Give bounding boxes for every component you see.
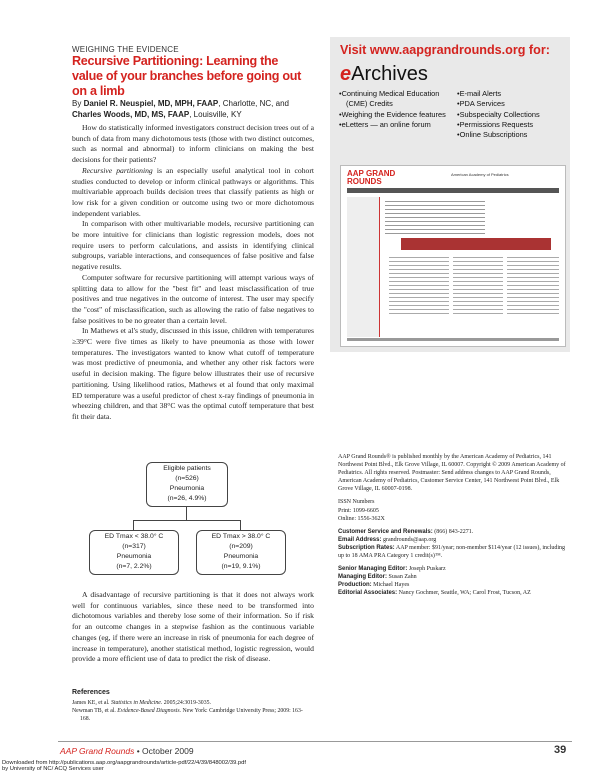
right-count: (n=209) — [229, 543, 253, 550]
page-number: 39 — [554, 744, 567, 756]
screenshot-banner — [401, 238, 551, 250]
screenshot-col3 — [507, 254, 559, 314]
issn-print: Print: 1099-6605 — [338, 507, 379, 514]
article-title: Recursive Partitioning: Learning the value of your branches before going out on a limb — [72, 54, 302, 98]
contact-block — [338, 528, 570, 560]
screenshot-brand: AAP GRAND ROUNDS — [347, 169, 396, 186]
publisher-notice: AAP Grand Rounds® is published monthly by the American Academy of Pediatrics, 141 Northwest Point Blvd., Elk Grove Village, IL 60007. Copyright © 2009 American Academy of Pediatrics. All rights reserved. Postmaster: Send address changes to AAP Grand Rounds, American Academy of Pediatrics, Customer Service Center, 141 Northwest Point Blvd., Elk Grove Village, IL 60007-0198. — [338, 454, 566, 493]
paragraph-2-term: Recursive partitioning — [82, 165, 153, 175]
tree-left-node — [89, 530, 179, 575]
logo-e: e — [340, 63, 352, 85]
download-user: by University of NC/ ACQ Services user — [2, 766, 104, 773]
download-url[interactable]: Downloaded from http://publications.aap.org/aapgrandrounds/article-pdf/22/4/39/848002/39.pdf — [2, 760, 246, 766]
references-list — [72, 699, 312, 724]
ad-feature-item: • Subspecialty Collections — [456, 110, 570, 120]
ad-feature-item: • Weighing the Evidence features — [338, 110, 446, 120]
reference-2 — [72, 707, 312, 723]
paragraph-2-text: is an especially useful analytical tool in cohort studies conducted to develop or inform clinical pathways or algorithms. This multivariable approach builds decision trees that classify patients as high or low risk for a given condition or outcome using two or more dichotomous independent variables. — [72, 165, 315, 218]
editorial-associates-label: Editorial Associates: — [338, 590, 398, 597]
managing-editor-label: Managing Editor: — [338, 574, 387, 581]
article-body-continued — [72, 590, 314, 665]
root-outcome-label: Pneumonia — [169, 485, 205, 492]
customer-service-value: (866) 843-2271. — [432, 528, 474, 535]
screenshot-col2 — [453, 254, 503, 314]
download-notice — [2, 760, 246, 773]
section-label: WEIGHING THE EVIDENCE — [72, 45, 179, 54]
ref1-journal: Statistics in Medicine. — [110, 700, 163, 706]
references-heading: References — [72, 689, 110, 696]
ref2-authors: Newman TB, et al. — [72, 708, 118, 715]
author-1: Daniel R. Neuspiel, MD, MPH, FAAP — [83, 99, 219, 108]
root-count: (n=526) — [175, 475, 199, 482]
ref2-citation: New York: Cambridge University Press; 2009: 163-168. — [80, 708, 303, 723]
left-outcome-count: (n=7, 2.2%) — [116, 563, 152, 570]
author-2-location: , Louisville, KY — [189, 110, 242, 119]
tree-right-node — [196, 530, 286, 575]
ad-headline[interactable]: Visit www.aapgrandrounds.org for: — [340, 43, 550, 57]
ad-feature-item: • E-mail Alerts — [456, 89, 570, 99]
email-value[interactable]: grandrounds@aap.org — [381, 536, 437, 543]
ad-feature-item: • PDA Services — [456, 99, 570, 109]
ref2-book: Evidence-Based Diagnosis. — [117, 708, 182, 715]
email-label: Email Address: — [338, 536, 382, 543]
senior-editor-value: Joseph Puskarz — [407, 566, 446, 573]
customer-service-label: Customer Service and Renewals: — [338, 528, 433, 535]
issn-block — [338, 498, 570, 522]
right-label: ED Tmax > 38.0° C — [211, 533, 271, 540]
production-value: Michael Hayes — [371, 582, 410, 589]
footer-journal — [60, 746, 194, 756]
footer-rule — [58, 741, 572, 742]
byline — [72, 98, 314, 120]
publication-info — [338, 453, 570, 603]
screenshot-navbar — [347, 188, 559, 193]
logo-archives: Archives — [351, 63, 428, 85]
left-label: ED Tmax < 38.0° C — [104, 533, 164, 540]
paragraph-6: A disadvantage of recursive partitioning is that it does not always work well for continuous variables, since these need to be transformed into dichotomous variables and thereby lose some of their information. So if risk for an outcome changes in a stepwise fashion as the continuous variable changes (eg, if there were an increase in risk of pneumonia for each degree of increase in temperature), another statistical method, logistic regression, would provide a more efficient use of data to predict the risk of disease. — [72, 590, 314, 664]
screenshot-footer — [347, 338, 559, 341]
ad-feature-item: • Online Subscriptions — [456, 130, 570, 140]
issn-heading: ISSN Numbers — [338, 499, 375, 506]
article-body — [72, 123, 314, 423]
tree-root-node — [146, 462, 228, 507]
senior-editor-label: Senior Managing Editor: — [338, 566, 408, 573]
website-screenshot — [340, 165, 566, 347]
root-label: Eligible patients — [163, 465, 211, 472]
paragraph-3: In comparison with other multivariable models, recursive partitioning can be more intuitive for clinicians than logistic regression models, does not require users to perform calculations, and assists in identifying clinical subgroups, variable interactions, and consequences of false positive and false negative results. — [72, 219, 314, 272]
issn-online: Online: 1556-362X — [338, 515, 385, 522]
tree-left-branch — [133, 520, 134, 530]
paragraph-5: In Mathews et al's study, discussed in this issue, children with temperatures ≥39°C were five times as likely to have pneumonia as those with lower temperatures. The investigators wanted to know what cutoff of temperature was most predictive of pneumonia, and whether any other risk factors were useful in decision making. The figure below illustrates their use of recursive partitioning. Using likelihood ratios, Mathews et al found that only maximal ED temperature was a useful predictor of chest x-ray findings of pneumonia in wheezing children, and that 38°C was the optimal cutoff temperature that best fit their data. — [72, 326, 314, 421]
paragraph-4: Computer software for recursive partitioning will attempt various ways of splitting data to allow for the "best fit" and least misclassification of true positives and true negatives in the outcome of interest. The user may specify the "cost" of misclassification, such as allowing the ratio of false negatives to false positives to be no greater than a certain level. — [72, 272, 314, 325]
screenshot-org: American Academy of Pediatrics — [451, 172, 509, 177]
right-outcome-count: (n=19, 9.1%) — [221, 563, 261, 570]
ad-feature-item: • eLetters — an online forum — [338, 120, 446, 130]
footer-date: • October 2009 — [136, 746, 194, 756]
tree-stem-line — [186, 506, 187, 520]
author-1-location: , Charlotte, NC, and — [218, 99, 289, 108]
tree-split-line — [133, 520, 240, 521]
paragraph-1: How do statistically informed investigators construct decision trees out of a bunch of data from many dichotomous tests (those with two distinct outcomes, such as normal and abnormal) to inform clinicians on making the best decisions for their patients? — [72, 123, 314, 165]
production-label: Production: — [338, 582, 372, 589]
right-outcome-label: Pneumonia — [223, 553, 259, 560]
left-count: (n=317) — [122, 543, 146, 550]
left-outcome-label: Pneumonia — [116, 553, 152, 560]
ad-feature-item: • Permissions Requests — [456, 120, 570, 130]
tree-right-branch — [240, 520, 241, 530]
footer-journal-name: AAP Grand Rounds — [60, 746, 135, 756]
ad-features-left — [338, 89, 446, 130]
reference-1 — [72, 699, 312, 707]
earchives-logo — [340, 63, 428, 86]
root-outcome-count: (n=26, 4.9%) — [167, 495, 207, 502]
editorial-associates-value: Nancy Gochmer, Seattle, WA; Carol Frost, Tucson, AZ — [397, 590, 531, 597]
subscription-value: AAP member: $91/year; non-member $114/year (12 issues), including up to 18 AMA PRA Category 1 credit(s)™. — [338, 544, 566, 560]
subscription-label: Subscription Rates: — [338, 544, 395, 551]
byline-prefix: By — [72, 99, 82, 108]
managing-editor-value: Susan Zahn — [387, 574, 417, 581]
screenshot-col1 — [389, 254, 449, 314]
staff-block — [338, 565, 570, 597]
ref1-authors: James KE, et al. — [72, 700, 111, 706]
ad-features-right — [456, 89, 570, 140]
ad-feature-item: • Continuing Medical Education (CME) Credits — [338, 89, 446, 110]
author-2: Charles Woods, MD, MS, FAAP — [72, 110, 190, 119]
screenshot-sidebar — [347, 197, 380, 337]
ref1-citation: 2005;24:3019-3035. — [162, 700, 211, 706]
screenshot-text — [385, 198, 485, 234]
paragraph-2 — [72, 166, 314, 220]
